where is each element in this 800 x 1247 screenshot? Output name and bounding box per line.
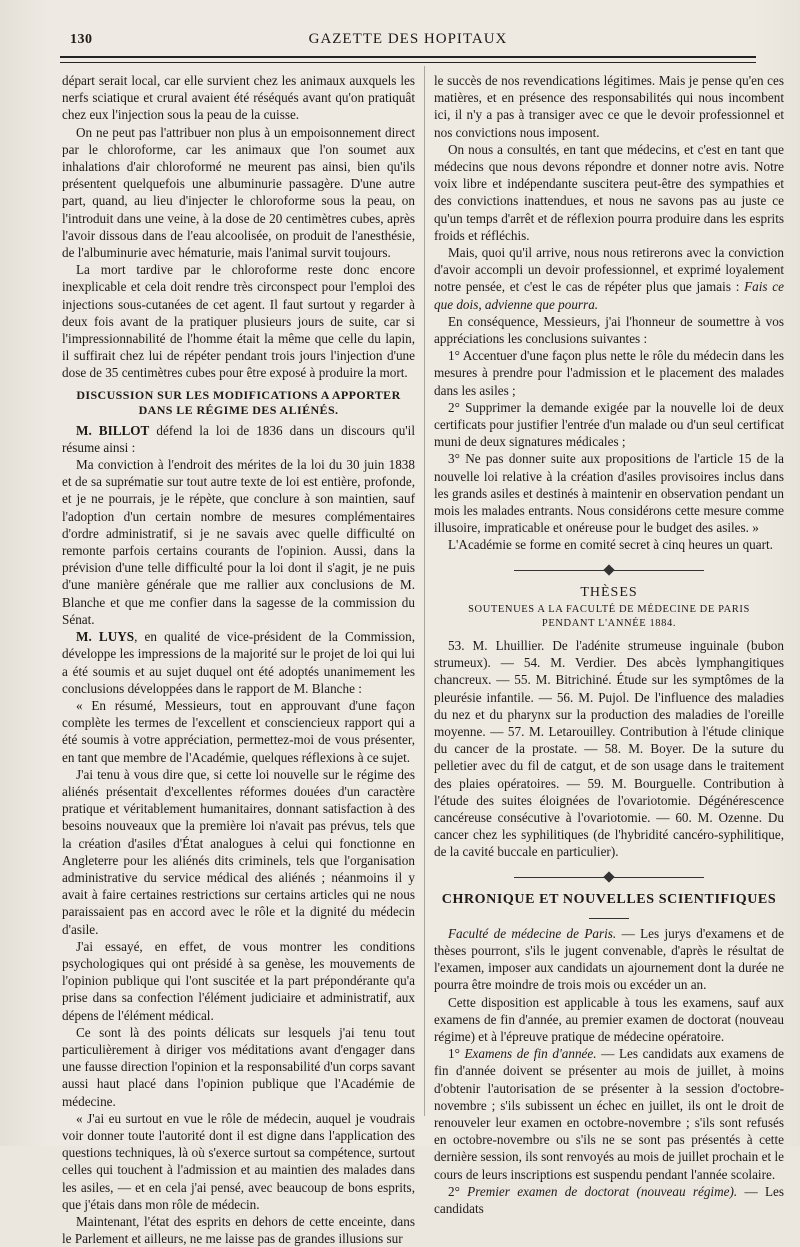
paragraph: J'ai tenu à vous dire que, si cette loi nouvelle sur le régime des aliénés présentait d'excellentes réformes douées d'un caractère pratique et véritablement humanitaires, donnant satisfaction à des besoins nouveaux que la première loi n'avait pas prévus, tels que la création d'asiles d'État analogues à celui qui fonctionne en Angleterre pour les aliénés dits criminels, tels que l'organisation administrative du service médical des aliénés ; néanmoins il y avait à faire certaines restrictions sur certains articles qui ne nous paraissaient pas en accord avec le rôle et la dignité du médecin d'asile.	[62, 766, 415, 937]
italic-lead: Premier examen de doctorat (nouveau régime).	[467, 1183, 738, 1199]
page-header	[60, 30, 756, 52]
paragraph: « J'ai eu surtout en vue le rôle de médecin, auquel je voudrais voir donner toute l'autorité dont il est digne dans l'application des questions techniques, là où s'exerce surtout sa compétence, surtout celles qui touchent à l'admission et au maintien des malades dans les asiles, — et en cela j'ai pensé, avec beaucoup de bons esprits, que j'étais dans mon rôle de médecin.	[62, 1110, 415, 1212]
chronique-heading: CHRONIQUE ET NOUVELLES SCIENTIFIQUES	[441, 891, 777, 907]
paragraph: En conséquence, Messieurs, j'ai l'honneur de soumettre à vos appréciations les conclusions suivantes :	[434, 313, 784, 347]
paragraph: départ serait local, car elle survient chez les animaux auxquels les nerfs sciatique et crural avaient été réséqués avant qu'on pratiquât chez eux l'injection sous la peau de la cuisse.	[62, 73, 415, 123]
left-column	[62, 72, 415, 1247]
theses-subtitle	[434, 603, 784, 631]
text-run: Mais, quoi qu'il arrive, nous nous retirerons avec la conviction d'avoir accompli un devoir professionnel, et exprimé loyalement notre pensée, et c'est le cas de répéter plus que jamais :	[434, 245, 784, 295]
header-rule	[60, 56, 756, 63]
paragraph: « En résumé, Messieurs, tout en approuvant d'une façon complète les termes de l'excellent et consciencieux rapport qui a été soumis à votre appréciation, permettez-moi de vous présenter, en tant que membre de l'Académie, quelques réflexions à ce sujet.	[62, 697, 415, 765]
heading-rule	[589, 918, 629, 919]
paragraph: Maintenant, l'état des esprits en dehors de cette enceinte, dans le Parlement et ailleurs, ne me laisse pas de grandes illusions sur	[62, 1214, 415, 1247]
paragraph	[62, 628, 415, 697]
theses-list: 53. M. Lhuillier. De l'adénite strumeuse inguinale (bubon strumeux). — 54. M. Verdier. Des abcès lymphangitiques chancreux. — 55. M. Bitrichiné. Étude sur les symptômes de la pleurésie infantile. — 56. M. Pujol. De l'influence des maladies du nez et du pharynx sur la production des maladies de l'oreille moyenne. — 57. M. Letarouilley. Contribution à l'étude clinique du cancer de la prostate. — 58. M. Boyer. De la suture du pelletier avec du fil de catgut, et de son usage dans le traitement des plaies opératoires. — 59. M. Bourguelle. Contribution à l'étude des suites éloignées de l'ovariotomie. Dégénérescence cancéreuse consécutive à l'ovariotomie. — 60. M. Ozenne. Du cancer chez les syphilitiques (de l'hybridité cancéro-syphilitique, de la cavité buccale en particulier).	[434, 637, 784, 860]
text-run: — Les jurys d'examens et de thèses pourront, s'ils le jugent convenable, d'après le résultat de l'examen, imposer aux candidats un ajournement dont la durée ne pourra être moindre de trois mois ou excéder un an.	[434, 925, 784, 993]
page-number: 130	[70, 32, 93, 47]
italic-lead: Examens de fin d'année.	[464, 1046, 597, 1062]
theses-title: THÈSES	[580, 584, 638, 600]
text-run: — Les candidats	[434, 1183, 784, 1216]
paragraph: 2° Supprimer la demande exigée par la nouvelle loi de deux certificats pour justifier l'entrée d'un malade ou d'un seul certificat muni de deux signatures médicales ;	[434, 399, 784, 450]
paragraph: 3° Ne pas donner suite aux propositions de l'article 15 de la nouvelle loi relative à la création d'asiles provisoires inclus dans les grands asiles et destinés à maintenir en observation pendant un mois les malades entrants. Nous considérons cette mesure comme illusoire, impraticable et onéreuse pour le budget des asiles. »	[434, 451, 784, 536]
paragraph: Cette disposition est applicable à tous les examens, sauf aux examens de fin d'année, au premier examen de doctorat (nouveau régime) et à l'épreuve pratique de médecine opératoire.	[434, 994, 784, 1044]
theses-subtitle-line: PENDANT L'ANNÉE 1884.	[541, 617, 677, 629]
text-run: 1°	[448, 1046, 465, 1062]
paragraph: On ne peut pas l'attribuer non plus à un empoisonnement direct par le chloroforme, car les animaux que l'on soumet aux inhalations d'air chloroformé ne meurent pas ainsi, bien qu'ils présentent quelquefois une albuminurie passagère. D'une autre part, quand, au lieu d'injecter le chloroforme sous la peau, on l'introduit dans une veine, à la dose de 20 centimètres cubes, après l'avoir dissous dans de l'eau alcoolisée, on produit de l'anesthésie, de l'albuminurie avec hématurie, mais l'animal survit toujours.	[62, 124, 415, 261]
section-separator	[434, 564, 784, 576]
section-separator	[434, 871, 784, 883]
paragraph: le succès de nos revendications légitimes. Mais je pense qu'en ces matières, et en présence des responsabilités qui nous incombent ici, il n'y a pas à transiger avec ce que le devoir professionnel et nos convictions nous imposent.	[434, 73, 784, 140]
text-run: 2°	[448, 1183, 468, 1199]
italic-quote: Fais ce que dois, advienne que pourra.	[434, 279, 785, 312]
paragraph	[434, 244, 784, 313]
section-heading: DISCUSSION SUR LES MODIFICATIONS A APPORTER DANS LE RÉGIME DES ALIÉNÉS.	[76, 387, 401, 417]
paragraph: L'Académie se forme en comité secret à cinq heures un quart.	[448, 537, 773, 553]
column-divider	[424, 66, 425, 1116]
text-run: — Les candidats aux examens de fin d'année doivent se présenter au mois de juillet, à moins d'obtenir l'autorisation de se présenter à la session d'octobre-novembre ; s'ils subissent un échec en juillet, ils ont le droit de renouveler leur examen en octobre-novembre ; s'ils sont refusés en octobre-novembre ou s'ils ne se sont pas présentés à cette dernière session, ils sont renvoyés au mois de juillet prochain et le cours de leurs inscriptions est suspendu pendant l'année scolaire.	[434, 1046, 784, 1182]
right-column	[434, 72, 784, 1217]
paragraph	[434, 1183, 784, 1217]
paragraph: Ma conviction à l'endroit des mérites de la loi du 30 juin 1838 et de sa suprématie sur tout autre texte de loi est entière, profonde, et je ne pourrais, je le répète, que conclure à son maintien, sauf l'adoption d'un certain nombre de mesures complémentaires d'ordre administratif, si je ne savais avec quelle difficulté on remonte parfois certains courants de l'opinion. Aussi, dans la prévision d'une telle difficulté pour la loi dont il s'agit, je ne puis d'une manière générale que me rallier aux conclusions de M. Blanche et que me confier dans la sagesse de la commission du Sénat.	[62, 457, 415, 627]
paragraph: J'ai essayé, en effet, de vous montrer les conditions psychologiques qui ont présidé à sa genèse, les mouvements de l'opinion publique qui l'ont suscitée et la part prépondérante qu'a prise dans sa confection l'élément judiciaire et administratif, aux dépens de l'élément médical.	[62, 938, 415, 1023]
journal-title: GAZETTE DES HOPITAUX	[308, 31, 508, 47]
italic-lead: Faculté de médecine de Paris.	[448, 925, 617, 941]
paragraph: La mort tardive par le chloroforme reste donc encore inexplicable et cela doit rendre très circonspect pour l'emploi des injections sous-cutanées de cet agent. Il faut surtout y regarder à deux fois avant de la pratiquer plusieurs jours de suite, car si l'impressionnabilité de l'homme était la même que celle du lapin, il suffirait chez lui de répéter pendant trois jours l'injection d'une dose de 35 centimètres cubes pour être exposé à produire la mort.	[62, 262, 415, 381]
paragraph	[434, 925, 784, 994]
paragraph	[62, 422, 415, 456]
speaker-name: M. LUYS	[76, 629, 135, 645]
paragraph: Ce sont là des points délicats sur lesquels j'ai tenu tout particulièrement à diriger vos méditations avant d'engager dans une fausse direction l'opinion et la responsabilité d'un corps savant aussi haut placé dans l'opinion publique que l'Académie de médecine.	[62, 1024, 415, 1109]
theses-subtitle-line: SOUTENUES A LA FACULTÉ DE MÉDECINE DE PARIS	[468, 603, 750, 615]
paragraph	[434, 1045, 784, 1183]
paragraph: 1° Accentuer d'une façon plus nette le rôle du médecin dans les mesures à prendre pour l'admission et le placement des malades dans les asiles ;	[434, 348, 784, 398]
paragraph: On nous a consultés, en tant que médecins, et c'est en tant que médecins que nous devons répondre et donner notre avis. Notre voix libre et indépendante suscitera peut-être des sympathies et des convictions inattendues, et nous ne savons pas au juste ce qu'un temps d'arrêt et de réflexion pourra produire dans les esprits froids et réfléchis.	[434, 141, 784, 243]
speaker-intro: , en qualité de vice-président de la Commission, développe les impressions de la majorité sur le projet de loi qui lui a été soumis et au sujet duquel ont été adoptés unanimement les conclusions développées dans le rapport de M. Blanche :	[62, 629, 416, 696]
speaker-name: M. BILLOT	[76, 422, 150, 438]
speaker-intro: défend la loi de 1836 dans un discours qu'il résume ainsi :	[62, 422, 415, 455]
